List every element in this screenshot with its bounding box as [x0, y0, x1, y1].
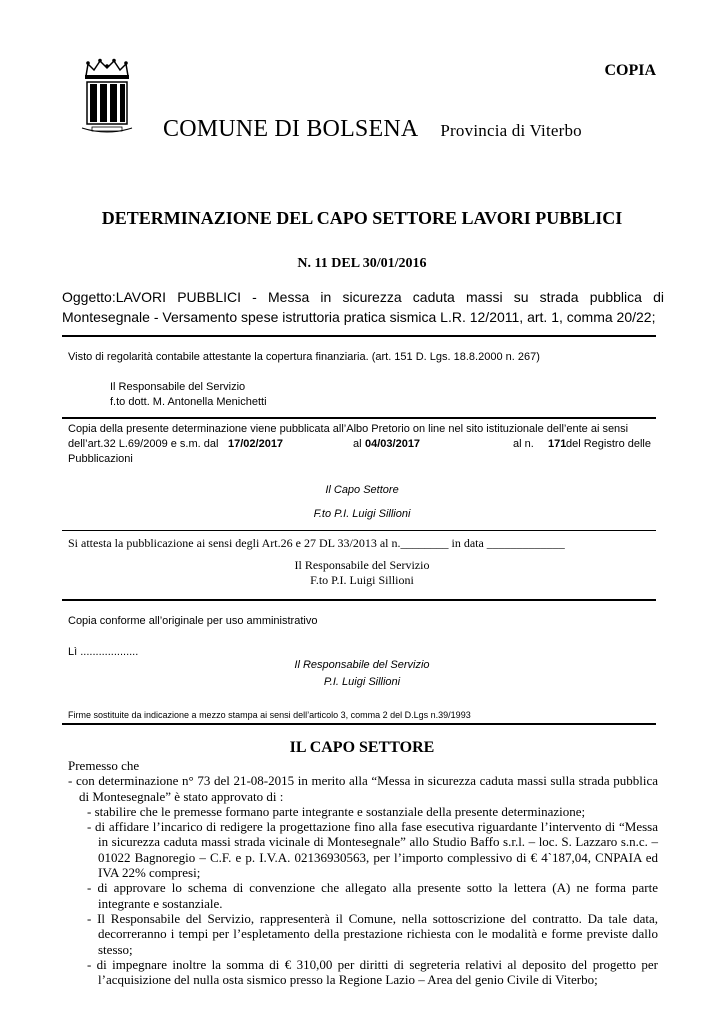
divider: [62, 417, 656, 419]
responsabile-title-2: Il Responsabile del Servizio: [294, 558, 430, 572]
capo-settore-title: Il Capo Settore: [325, 484, 399, 496]
divider: [62, 335, 656, 337]
list-item: - con determinazione n° 73 del 21-08-2015 in merito alla “Messa in sicurezza caduta massi sulla strada pubblica di Montesegnale” è stato approvato di :: [68, 773, 658, 804]
responsabile-title-3: Il Responsabile del Servizio: [294, 659, 430, 671]
list-item: - Il Responsabile del Servizio, rappresenterà il Comune, nella sottoscrizione del contratto. Da tale data, decorreranno i tempi per l’espletamento della prestazione richiesta con le modalità e forme previste dallo stesso;: [87, 910, 658, 957]
list-item: - stabilire che le premesse formano parte integrante e sostanziale della presente determinazione;: [87, 803, 586, 819]
pub-text-dal: dell’art.32 L.69/2009 e s.m. dal: [68, 438, 219, 450]
list-item: - di impegnare inoltre la somma di € 310,00 per diritti di segreteria relativi al deposito del progetto per l’acquisizione del nulla osta sismico presso la Regione Lazio – Area del genio Civile di Viterbo;: [87, 956, 658, 988]
visto-text: Visto di regolarità contabile attestante la copertura finanziaria. (art. 151 D. Lgs. 18.8.2000 n. 267): [68, 351, 540, 363]
firme-note: Firme sostituite da indicazione a mezzo stampa ai sensi dell’articolo 3, comma 2 del D.Lgs n.39/1993: [68, 710, 471, 720]
pubblicazione-line-2: [68, 437, 656, 452]
luogo-data-text: Lì ...................: [68, 646, 139, 658]
responsabile-title: Il Responsabile del Servizio: [110, 381, 246, 393]
determination-number: N. 11 DEL 30/01/2016: [297, 256, 427, 271]
pubblicazione-line-3: Pubblicazioni: [68, 453, 133, 465]
document-title: DETERMINAZIONE DEL CAPO SETTORE LAVORI PUBBLICI: [101, 208, 623, 228]
responsabile-block: [110, 380, 267, 410]
list-item: - di approvare lo schema di convenzione che allegato alla presente sotto la lettera (A) ne forma parte integrante e sostanziale.: [87, 880, 658, 911]
pub-date-to: 04/03/2017: [365, 438, 421, 450]
pub-date-from: 17/02/2017: [228, 438, 284, 450]
comune-name: COMUNE DI BOLSENA: [163, 116, 419, 142]
comune-heading: [163, 116, 582, 143]
pubblicazione-block: [68, 422, 656, 467]
oggetto-text: Oggetto:LAVORI PUBBLICI - Messa in sicurezza caduta massi su strada pubblica di Montesegnale - Versamento spese istruttoria pratica sismica L.R. 12/2011, art. 1, comma 20/22;: [62, 289, 664, 325]
list-item: - di affidare l’incarico di redigere la progettazione fino alla fase esecutiva riguardante l’intervento di “Messa in sicurezza caduta massi strada vicinale di Montesegnale” allo Studio Baffo s.r.l. – loc. S. Lazzaro s.n.c. – 01022 Bagnoregio – C.F. e p. I.V.A. 02136930563, per l’importo complessivo di € 4`187,04, CNPAIA ed IVA 22% compresi;: [87, 819, 658, 881]
copia-label: COPIA: [604, 62, 656, 79]
copia-conforme-text: Copia conforme all’originale per uso amministrativo: [68, 615, 318, 627]
section-title: IL CAPO SETTORE: [289, 739, 435, 756]
provincia-name: Provincia di Viterbo: [440, 121, 582, 140]
responsabile-block-2: [0, 558, 724, 588]
attesta-text: Si attesta la pubblicazione ai sensi degli Art.26 e 27 DL 33/2013 al n.________ in data _____________: [68, 536, 565, 550]
responsabile-name-2: F.to P.I. Luigi Sillioni: [310, 573, 414, 587]
divider: [62, 723, 656, 725]
municipal-crest-icon: [78, 58, 136, 136]
pub-text-n: al n.: [513, 438, 534, 450]
divider: [62, 530, 656, 531]
responsabile-block-3: [0, 660, 724, 690]
pub-text-al: al: [353, 438, 362, 450]
body-text: [68, 758, 658, 987]
pub-reg-number: 171: [548, 438, 567, 450]
pub-text-registro: del Registro delle: [566, 438, 651, 450]
divider: [62, 599, 656, 601]
capo-settore-name: F.to P.I. Luigi Sillioni: [313, 508, 411, 520]
responsabile-name: f.to dott. M. Antonella Menichetti: [110, 396, 267, 408]
pubblicazione-line-1: Copia della presente determinazione viene pubblicata all’Albo Pretorio on line nel sito istituzionale dell’ente ai sensi: [68, 423, 629, 435]
responsabile-name-3: P.I. Luigi Sillioni: [323, 676, 401, 688]
premesso-text: Premesso che: [68, 758, 140, 773]
